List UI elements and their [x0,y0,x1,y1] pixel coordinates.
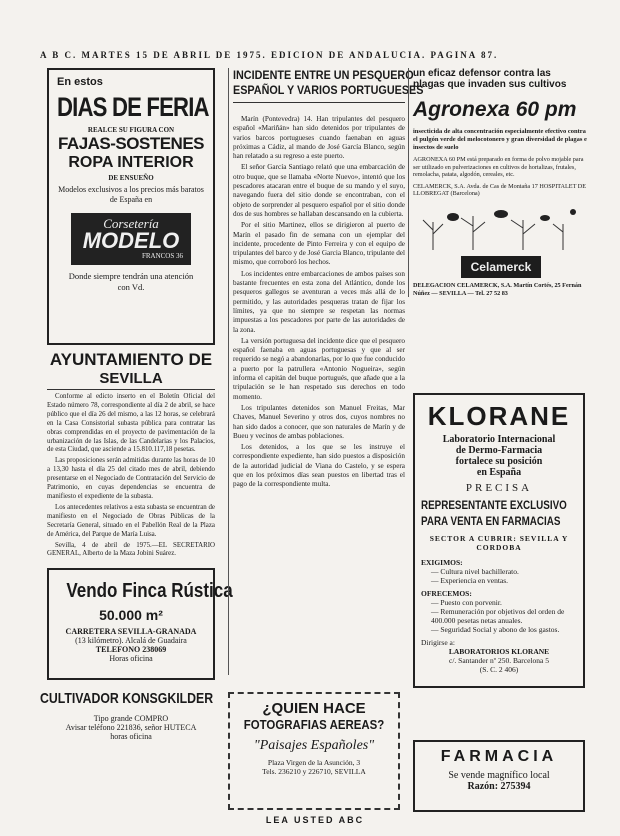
feria-desc: Modelos exclusivos a los precios más baratos de España en [58,185,204,204]
klorane-brand: KLORANE [427,401,571,431]
feria-title: DIAS DE FERIA [57,92,209,122]
incidente-article [228,68,424,675]
klorane-rep2: PARA VENTA EN FARMACIAS [421,514,561,528]
farmacia-phone: Razón: 275394 [467,781,531,792]
ad-finca-rustica [47,568,233,680]
incidente-headline-1: INCIDENTE ENTRE UN PESQUERO [233,68,414,82]
lea-usted-abc: LEA USTED ABC [265,815,365,825]
modelo-address: FRANCOS 36 [141,252,183,260]
incidente-p7: Los detenidos, a los que se les instruye el correspondiente expediente, han sido puestos a disposición de la autoridad judicial de Viana do Castelo, y se espera que en los próximos días sean puestos en libertad tras el pago de la correspondiente multa. [233,443,405,489]
fotos-address: Plaza Virgen de la Asunción, 3 [267,758,361,767]
klorane-rep1: REPRESENTANTE EXCLUSIVO [421,498,567,512]
ad-dias-de-feria [47,68,215,345]
klorane-ofrece-title: OFRECEMOS: [421,589,472,598]
ad-fotografias-aereas [228,692,400,810]
klorane-ofrece-2: — Remuneración por objetivos del orden de 400.000 pesetas netas anuales. [431,607,565,625]
feria-sub1: REALCE SU FIGURA CON [87,126,175,134]
incidente-p6: Los tripulantes detenidos son Manuel Freitas, Mar Chaves, Manuel Severino y otros dos, cuyos nombres no han sido dados a conocer, que son naturales de Marín y de Bueu y vecinos de ambas poblaciones. [233,403,405,440]
incidente-p5: La versión portuguesa del incidente dice que el pesquero español faenaba en aguas portuguesas y que al ser requerido se negó a abandonarlas, por lo que fue conducido a puerto por la patrullera «Antonio Nogueira», según informa el capitán del buque portugués, que añade que a la tripulación se le han respetado sus derechos en todo momento. [233,336,405,401]
incidente-p3: Por el sitio Martinez, ellos se dirigieron al puerto de Marín el pasado fin de semana con un ejemplar del incidente, procedente de Pinto Ferreira y con el equipo de tripulantes del barco y de José Garcia Blanco, tripulante del mismo, que corroboró los hechos. [233,221,405,267]
klorane-ofrece-3: — Seguridad Social y abono de los gastos. [431,625,560,634]
finca-phone: TELEFONO 238069 [95,645,167,654]
ayuntamiento-p3: Los antecedentes relativos a esta subasta se encuentran de manifiesto en el Negociado de Obras Públicas de la Secretaría General, situado en el Pabellón Real de la Plaza de América, del Parque de María Luisa. [47,503,215,538]
feria-footer: Donde siempre tendrán una atención con Vd. [68,271,194,292]
fotos-phone: Tels. 236210 y 226710, SEVILLA [262,767,366,776]
klorane-exige-1: — Cultura nivel bachillerato. [431,567,519,576]
ad-farmacia [413,740,585,812]
incidente-p4: Los incidentes entre embarcaciones de ambos países son bastante frecuentes en esta zona del Atlántico, donde los pesqueros gallegos se aventuran a veces más allá de lo permitido, y las autoridades pesqueras tratan de fijar los límites, ya que no siempre se respetan las normas impuestas a los pescadores por parte de las autoridades de la zona. [233,269,405,334]
cultivador-hours: horas oficina [110,732,152,741]
ayuntamiento-p2: Las proposiciones serán admitidas durante las horas de 10 a 13,30 hasta el día 25 del citado mes de abril, debiendo presentarse en el Negociado de Contratación del Servicio de Patrimonio, en cuyas dependencias se encuentra de manifiesto el expediente de la subasta. [47,457,215,500]
agronexa-delegation: DELEGACION CELAMERCK, S.A. Martín Cortés, 25 Fernán Núñez — SEVILLA — Tel. 27 52 83 [413,281,582,297]
klorane-sector: SECTOR A CUBRIR: SEVILLA Y CORDOBA [429,534,569,552]
cultivador-type: Tipo grande COMPRO [93,714,169,723]
ayuntamiento-p4: Sevilla, 4 de abril de 1975.—EL SECRETARIO GENERAL, Alberto de la Maza Jobini Suárez. [47,541,215,558]
incidente-headline-2: ESPAÑOL Y VARIOS PORTUGUESES [233,83,424,97]
klorane-precisa: PRECISA [465,482,533,494]
incidente-p2: El señor García Santiago relató que una embarcación de otro buque, que se llamaba «Norte Nuevo», intentó que los pescadores atacaran entre el buque de su mando y el suyo, navegando fuera del sitio donde se encontraban, con el objeto de sorprender al pesquero español por el sitio donde dos de sus hombres se hallaban descansando en la cubierta. [233,163,405,218]
farmacia-desc: Se vende magnífico local [448,770,550,781]
agronexa-product: Agronexa 60 pm [413,98,577,121]
masthead: A B C. MARTES 15 DE ABRIL DE 1975. EDICION DE ANDALUCIA. PAGINA 87. [40,50,499,60]
ayuntamiento-notice [47,350,215,598]
klorane-exige-title: EXIGIMOS: [421,558,463,567]
cultivador-contact: Avisar teléfono 221836, señor HUTECA [65,723,197,732]
ad-agronexa [408,68,589,297]
ayuntamiento-p1: Conforme al edicto inserto en el Boletín Oficial del Estado número 78, correspondiente al día 2 de abril, se hace público que el día 26 del mismo, a las 12 horas, se celebrará en la Casa Consistorial subasta pública para contratar las obras comprendidas en el proyecto de pavimentación de la urbanización de las Islas, de las Candelarias y los Palacios, de esta Ciudad, que asciende a 15.810.117,18 pesetas. [47,393,215,454]
incidente-p1: Marín (Pontevedra) 14. Han tripulantes del pesquero español «Mariñán» han sido detenidos por tripulantes de varios barcos portugueses cuando faenaban en aguas próximas a Cádiz, al mando de José García Blanco, según han relatado a su regreso a este puerto. [233,115,405,161]
modelo-logo [71,213,191,265]
klorane-lab3: fortalece su posición [455,456,543,467]
ad-cultivador [40,690,222,741]
finca-road: CARRETERA SEVILLA-GRANADA [65,627,197,636]
finca-title: Vendo Finca Rústica [66,580,233,602]
modelo-brand: MODELO [82,228,180,253]
klorane-addr1: LABORATORIOS KLORANE [448,647,550,656]
agronexa-lead2: plagas que invaden sus cultivos [413,79,567,90]
fotos-line2: FOTOGRAFIAS AEREAS? [243,717,385,732]
insect-plants-icon [413,202,589,252]
klorane-lab4: en España [476,467,522,478]
modelo-brand-top: Corsetería [103,216,159,231]
klorane-addr3: (S. C. 2 406) [479,665,519,674]
agronexa-illustration [413,202,589,252]
klorane-lab1: Laboratorio Internacional [442,434,556,445]
ayuntamiento-title: AYUNTAMIENTO DE [49,350,213,369]
feria-intro: En estos [57,76,103,88]
feria-sub2: DE ENSUEÑO [108,174,154,182]
klorane-lab2: de Dermo-Farmacia [455,445,543,456]
feria-big1: FAJAS-SOSTENES [57,134,205,153]
celamerck-logo: Celamerck [461,256,541,278]
agronexa-note: AGRONEXA 60 PM está preparado en forma de polvo mojable para ser utilizado en pulverizaciones en cultivos de hortalizas, frutales, remolacha, patata, algodón, cereales, etc. [413,156,584,179]
klorane-dirigirse: Dirigirse a: [421,638,455,647]
finca-details: (13 kilómetro). Alcalá de Guadaira [75,636,187,645]
agronexa-lead1: un eficaz defensor contra las [413,68,551,79]
agronexa-distributor: CELAMERCK, S.A. Avda. de Cas de Montaña 17 HOSPITALET DE LLOBREGAT (Barcelona) [413,182,587,198]
fotos-line1: ¿QUIEN HACE [262,700,366,717]
fotos-company: "Paisajes Españoles" [253,738,375,753]
incidente-headline [233,68,424,103]
ad-klorane [413,393,585,688]
klorane-ofrece-1: — Puesto con porvenir. [431,598,502,607]
finca-area: 50.000 m² [99,607,163,623]
finca-hours: Horas oficina [109,654,153,663]
feria-big2: ROPA INTERIOR [68,154,194,171]
klorane-addr2: c/. Santander nº 250. Barcelona 5 [448,656,549,665]
agronexa-desc: insecticida de alta concentración especialmente efectivo contra el pulgón verde del melocotonero y gran diversidad de plagas e insectos de suelo [413,128,587,151]
farmacia-title: FARMACIA [440,748,558,765]
ayuntamiento-title-city: SEVILLA [47,370,215,390]
cultivador-title: CULTIVADOR KONSGKILDER [40,690,214,707]
klorane-exige-2: — Experiencia en ventas. [431,576,509,585]
incidente-body [233,115,405,675]
